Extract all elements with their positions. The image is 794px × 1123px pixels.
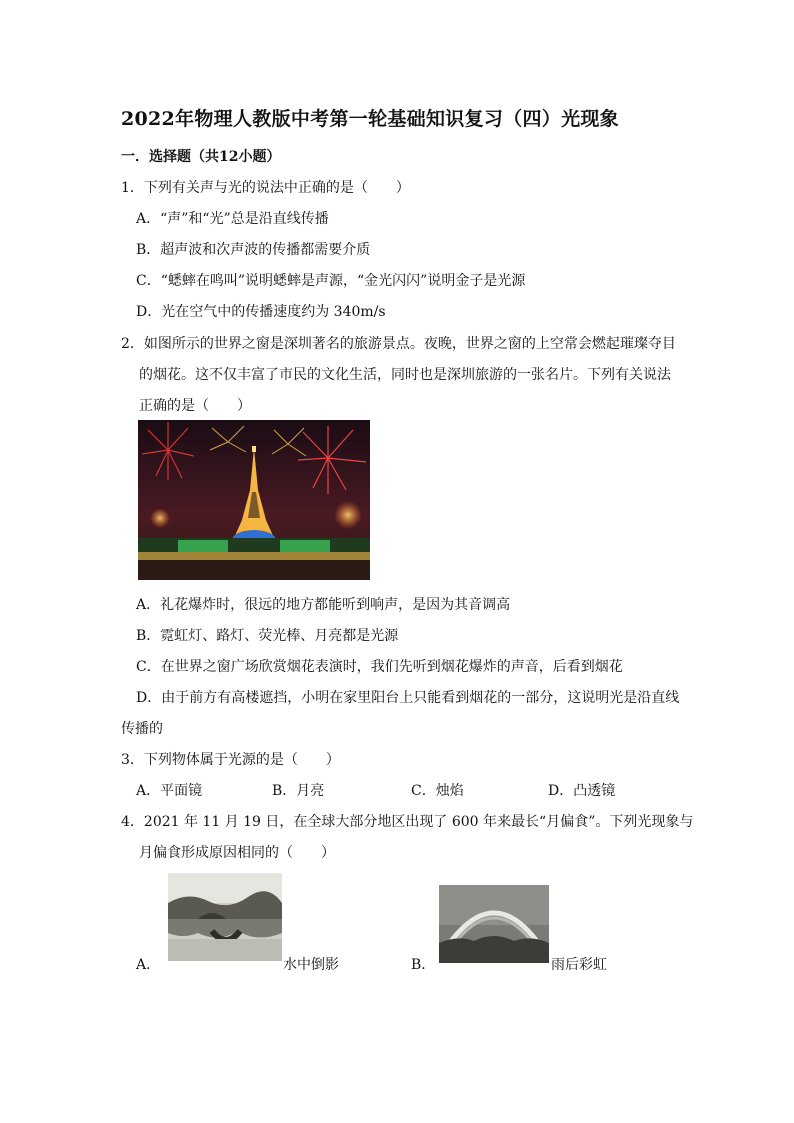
- question-1-option-a: A．“声”和“光”总是沿直线传播: [136, 211, 329, 227]
- rainbow-photo: [439, 885, 549, 963]
- question-4-option-b-letter: B．: [411, 957, 436, 973]
- question-4-option-a-letter: A．: [136, 957, 161, 973]
- question-2-stem-line-3: 正确的是（ ）: [139, 398, 251, 414]
- question-4-option-a-label: 水中倒影: [283, 957, 339, 973]
- question-1-option-c: C．“蟋蟀在鸣叫”说明蟋蟀是声源，“金光闪闪”说明金子是光源: [136, 273, 526, 289]
- question-1-option-b: B．超声波和次声波的传播都需要介质: [136, 242, 371, 258]
- question-2-option-c: C．在世界之窗广场欣赏烟花表演时，我们先听到烟花爆炸的声音，后看到烟花: [136, 659, 623, 675]
- question-3-option-b: B．月亮: [272, 783, 325, 799]
- question-3-option-a: A．平面镜: [136, 783, 203, 799]
- page-title: 2022年物理人教版中考第一轮基础知识复习（四）光现象: [121, 108, 619, 130]
- question-2-option-b: B．霓虹灯、路灯、荧光棒、月亮都是光源: [136, 628, 399, 644]
- question-2-stem-line-1: 2．如图所示的世界之窗是深圳著名的旅游景点。夜晚，世界之窗的上空常会燃起璀璨夺目: [121, 336, 676, 352]
- question-3-stem: 3．下列物体属于光源的是（ ）: [121, 752, 340, 768]
- question-2-option-d: D．由于前方有高楼遮挡，小明在家里阳台上只能看到烟花的一部分，这说明光是沿直线: [136, 690, 680, 706]
- question-2-stem-line-2: 的烟花。这不仅丰富了市民的文化生活，同时也是深圳旅游的一张名片。下列有关说法: [139, 367, 671, 383]
- fireworks-photo: [138, 420, 370, 580]
- question-4-option-b-label: 雨后彩虹: [551, 957, 607, 973]
- question-2-option-d-continued: 传播的: [121, 721, 163, 737]
- question-1-stem: 1．下列有关声与光的说法中正确的是（ ）: [121, 180, 410, 196]
- question-1-option-d: D．光在空气中的传播速度约为 340m/s: [136, 304, 386, 320]
- reflection-photo: [168, 873, 282, 961]
- question-3-option-d: D．凸透镜: [548, 783, 616, 799]
- section-heading: 一．选择题（共12小题）: [121, 149, 281, 165]
- question-4-stem-line-2: 月偏食形成原因相同的（ ）: [139, 845, 335, 861]
- question-2-option-a: A．礼花爆炸时，很远的地方都能听到响声，是因为其音调高: [136, 597, 511, 613]
- question-3-option-c: C．烛焰: [411, 783, 464, 799]
- question-4-stem-line-1: 4．2021 年 11 月 19 日，在全球大部分地区出现了 600 年来最长“月偏食”。下列光现象与: [121, 814, 694, 830]
